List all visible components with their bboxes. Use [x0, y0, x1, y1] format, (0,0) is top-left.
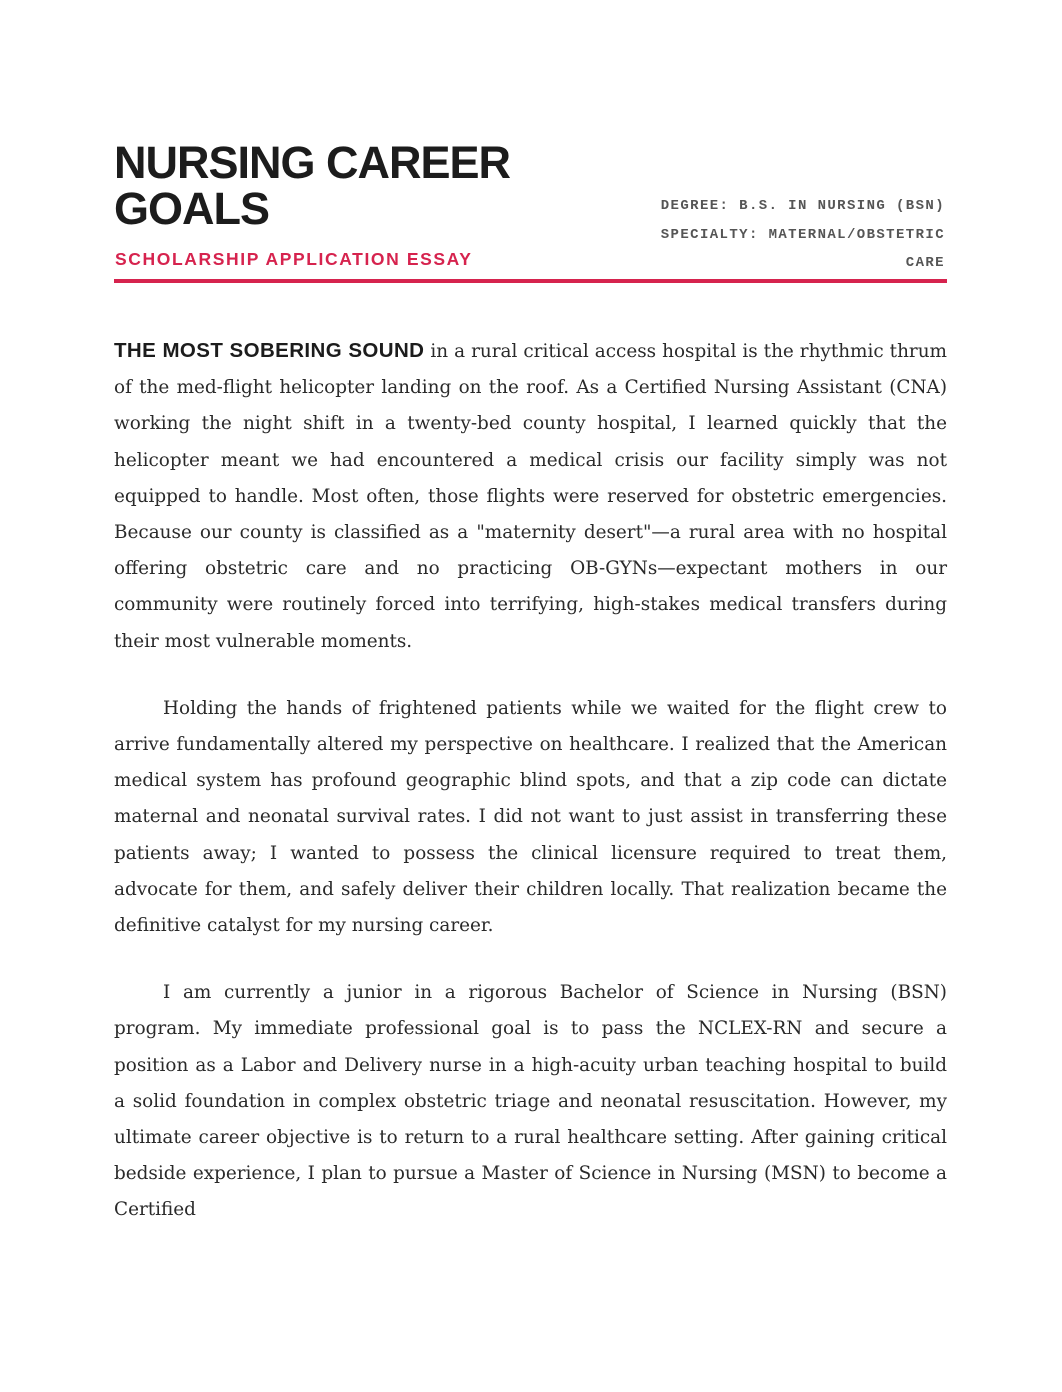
- specialty-label: SPECIALTY: MATERNAL/OBSTETRIC: [660, 227, 945, 243]
- page-subtitle: SCHOLARSHIP APPLICATION ESSAY: [115, 249, 473, 269]
- lead-in-text: THE MOST SOBERING SOUND: [114, 339, 425, 362]
- header-divider: [114, 279, 947, 283]
- essay-paragraph-1: [114, 333, 947, 660]
- essay-page: [114, 137, 947, 1260]
- essay-paragraph-2: Holding the hands of frightened patients while we waited for the flight crew to arrive fundamentally altered my perspective on healthcare. I realized that the American medical system has profound geographic blind spots, and that a zip code can dictate maternal and neonatal survival rates. I did not want to just assist in transferring these patients away; I wanted to possess the clinical licensure required to treat them, advocate for them, and safely deliver their children locally. That realization became the definitive catalyst for my nursing career.: [114, 697, 947, 937]
- essay-paragraph-3: I am currently a junior in a rigorous Bachelor of Science in Nursing (BSN) program. My immediate professional goal is to pass the NCLEX-RN and secure a position as a Labor and Delivery nurse in a high-acuity urban teaching hospital to build a solid foundation in complex obstetric triage and neonatal resuscitation. However, my ultimate career objective is to return to a rural healthcare setting. After gaining critical bedside experience, I plan to pursue a Master of Science in Nursing (MSN) to become a Certified: [114, 982, 947, 1221]
- program-meta: [625, 192, 945, 277]
- essay-body: [114, 333, 947, 1229]
- paragraph-1-text: in a rural critical access hospital is the rhythmic thrum of the med-flight helicopter landing on the roof. As a Certified Nursing Assistant (CNA) working the night shift in a twenty-bed county hospital, I learned quickly that the helicopter meant we had encountered a medical crisis our facility simply was not equipped to handle. Most often, those flights were reserved for obstetric emergencies. Because our county is classified as a "maternity desert"—a rural area with no hospital offering obstetric care and no practicing OB-GYNs—expectant mothers in our community were routinely forced into terrifying, high-stakes medical transfers during their most vulnerable moments.: [114, 341, 947, 652]
- degree-label: DEGREE: B.S. IN NURSING (BSN): [660, 198, 945, 214]
- specialty-label-continued: CARE: [905, 255, 945, 271]
- page-title: NURSING CAREER GOALS: [114, 137, 511, 234]
- document-header: [114, 137, 947, 283]
